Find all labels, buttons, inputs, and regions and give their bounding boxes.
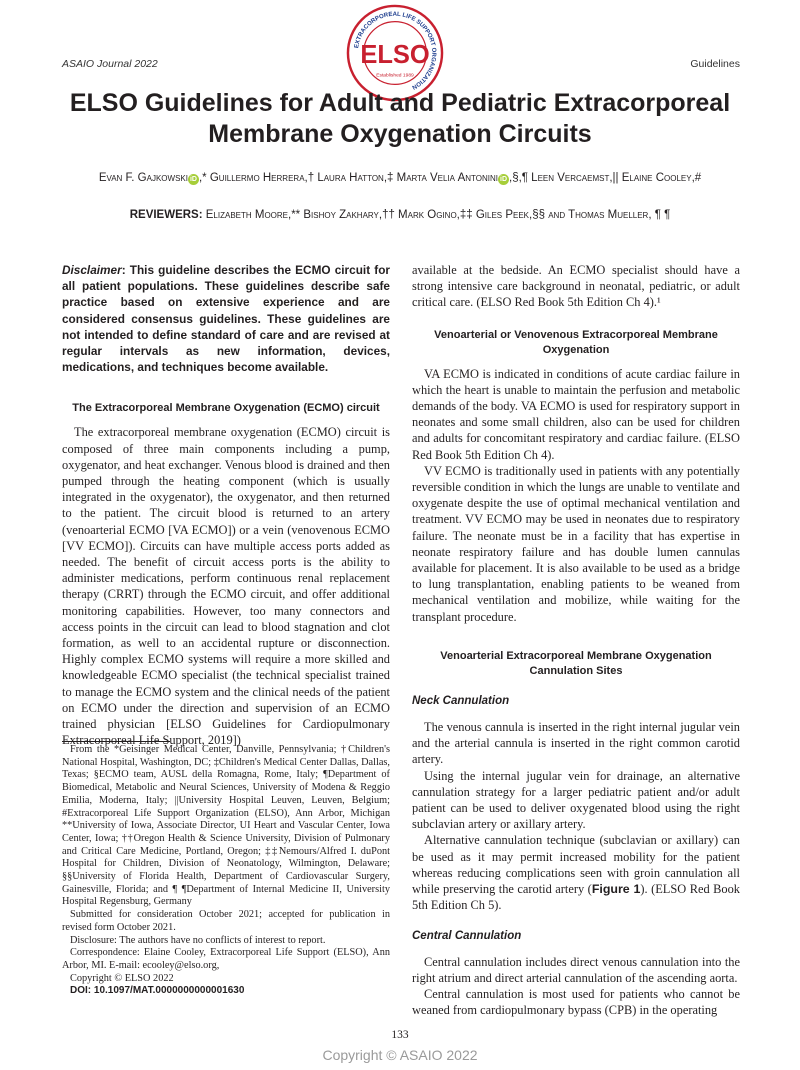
paragraph-neck-3-end: ). (ELSO Red Book 5th Edition Ch 5). xyxy=(412,882,740,913)
author-name: Guillermo Herrera xyxy=(209,172,305,184)
paragraph-va-ecmo: VA ECMO is indicated in conditions of acute cardiac failure in which the heart is unable to maintain the perfusion and metabolic demands of the body. VA ECMO is used for respiratory support in neonates and some small children, also can be used for children and adults for concomitant respiratory and cardiac failure. (ELSO Red Book 5th Edition Ch 4). xyxy=(412,366,740,462)
orcid-icon[interactable]: iD xyxy=(500,176,507,183)
reviewers-label: REVIEWERS: xyxy=(129,209,203,221)
logo-ring-text: EXTRACORPOREAL LIFE SUPPORT ORGANIZATION xyxy=(354,11,437,90)
orcid-icon[interactable]: iD xyxy=(189,176,197,183)
disclaimer xyxy=(62,262,390,375)
reviewer-names: Elizabeth Moore,** Bishoy Zakhary,†† Mark Ogino,‡‡ Giles Peek,§§ and Thomas Mueller, ¶ ¶ xyxy=(205,209,671,221)
author-affiliation-mark: ,* xyxy=(198,172,210,184)
author-name: Elaine Cooley xyxy=(621,172,692,184)
paragraph-central-2: Central cannulation is most used for patients who cannot be weaned from cardiopulmonary bypass (CPB) in the operating xyxy=(412,987,740,1018)
figure-1-link[interactable]: Figure 1 xyxy=(591,882,641,897)
paragraph-neck-3 xyxy=(412,832,740,913)
disclaimer-text: : This guideline describes the ECMO circuit for all patient populations. These guidelines describe safe practice based on extensive experience and are considered consensus guidelines. These guidelines are not intended to define standard of care and are revised at regular intervals as new information, devices, medications, and techniques become available. xyxy=(62,263,390,375)
disclaimer-lead: Disclaimer xyxy=(62,263,122,277)
paragraph-neck-3-start: Alternative cannulation technique (subclavian or axillary) can be used as it may permit increased mobility for the patient whereas reducing complications seen with groin cannulation all while preserving the carotid artery ( xyxy=(412,833,740,897)
section-heading-va-vv: Venoarterial or Venovenous Extracorporeal Membrane Oxygenation xyxy=(434,328,718,356)
section-heading-cannulation: Venoarterial Extracorporeal Membrane Oxygenation Cannulation Sites xyxy=(440,649,712,677)
reviewer-list xyxy=(40,207,760,223)
paragraph-central-1: Central cannulation includes direct venous cannulation into the right atrium and direct arterial cannulation of the ascending aorta. xyxy=(412,954,740,985)
author-affiliation-mark: ,|| xyxy=(609,172,622,184)
author-name: Marta Velia Antonini xyxy=(396,172,498,184)
subheading-neck: Neck Cannulation xyxy=(412,694,510,707)
paragraph-continued: available at the bedside. An ECMO specialist should have a strong intensive care background in neonatal, pediatric, or adult critical care. (ELSO Red Book 5th Edition Ch 4).¹ xyxy=(412,263,740,310)
footnote-divider xyxy=(62,741,170,742)
footnote-disclosure: Disclosure: The authors have no conflicts of interest to report. xyxy=(70,934,326,946)
footnote-affiliations: From the *Geisinger Medical Center, Danville, Pennsylvania; †Children's National Hospital, Washington, DC; ‡Children's Medical Center Dallas, Dallas, Texas; §ECMO team, AUSL della Romagna, Rome, Italy; ¶Department of Biomedical, Metabolic and Neural Sciences, University of Modena & Reggio Emilia, Moderna, Italy; ||University Hospital Leuven, Leuven, Belgium; #Extracorporeal Life Support Organization (ELSO), Ann Arbor, Michigan **University of Iowa, Associate Director, UI Heart and Vascular Center, Iowa Center, Iowa; ††Oregon Health & Science University, Division of Pulmonary and Critical Care Medicine, Portland, Oregon; ‡‡Nemours/Alfred I. duPont Hospital for Children, Division of Neonatology, Wilmington, Delaware; §§University of Florida Health, Department of Cardiovascular Surgery, Gainesville, Florida; and ¶ ¶Department of Internal Medicine II, University Hospital Regensburg, Germany xyxy=(62,744,390,908)
right-column xyxy=(412,262,740,1019)
journal-name: ASAIO Journal 2022 xyxy=(62,58,158,70)
paragraph-circuit: The extracorporeal membrane oxygenation (ECMO) circuit is composed of three main components including a pump, oxygenator, and heat exchanger. Venous blood is drained and then pumped through the heating component (which is usually integrated in the oxygenator), the oxygenator, and then returned to the patient. The circuit blood is returned to an artery (venoarterial ECMO [VA ECMO]) or a vein (venovenous ECMO [VV ECMO]). Circuits can have multiple access ports added as needed. The benefit of circuit access ports is the ability to administer medications, perform continuous renal replacement therapy (CRRT) through the ECMO circuit, and offer additional monitoring capabilities. However, too many connectors and access points in the circuit can lead to blood stagnation and clot formation, as well to an accidental rupture or disconnection. Highly complex ECMO systems will require a more skilled and knowledgeable ECMO specialist (the technical specialist trained to manage the ECMO system and the clinical needs of the patient on ECMO under the direction and supervision of an ECMO trained physician [ELSO Guidelines for Cardiopulmonary Extracorporeal Life Support, 2019]) xyxy=(62,425,390,748)
author-list xyxy=(40,170,760,186)
page-number: 133 xyxy=(391,1029,409,1041)
logo-established: Established 1989 xyxy=(376,73,414,79)
left-column xyxy=(62,262,390,748)
footnote-submitted: Submitted for consideration October 2021; accepted for publication in revised form October 2021. xyxy=(62,909,390,933)
footnote-correspondence: Correspondence: Elaine Cooley, Extracorporeal Life Support (ELSO), Ann Arbor, MI. E-mail: ecooley@elso.org, xyxy=(62,947,390,971)
paragraph-neck-2: Using the internal jugular vein for drainage, an alternative cannulation strategy for a larger pediatric patient and/or adult patient can be used to deliver oxygenated blood using the right subclavian artery or axillary artery. xyxy=(412,768,740,832)
author-affiliation-mark: ,‡ xyxy=(383,172,397,184)
author-affiliation-mark: ,† xyxy=(304,172,318,184)
doi-link[interactable]: DOI: 10.1097/MAT.0000000000001630 xyxy=(70,985,245,997)
paragraph-vv-ecmo: VV ECMO is traditionally used in patients with any potentially reversible condition in which the lungs are unable to ventilate and oxygenate despite the use of optimal mechanical ventilation and treatment. VV ECMO may be used in neonates due to respiratory failure. The neonate must be in a facility that has expertise in neonate respiratory failure and has double lumen cannulas available for placement. It is also available to be used as a bridge to lung transplantation, enabling patients to be weaned from mechanical ventilation and mobilize, while waiting for the transplant procedure. xyxy=(412,463,740,624)
logo-letters: ELSO xyxy=(360,40,430,69)
author-name: Leen Vercaemst xyxy=(531,172,610,184)
author-name: Laura Hatton xyxy=(317,172,384,184)
footnotes xyxy=(62,744,390,998)
section-label: Guidelines xyxy=(690,58,740,70)
subheading-central: Central Cannulation xyxy=(412,929,522,942)
paragraph-neck-1: The venous cannula is inserted in the right internal jugular vein and the arterial cannula is inserted in the right common carotid artery. xyxy=(412,720,740,767)
author-affiliation-mark: ,# xyxy=(691,172,702,184)
article-title: ELSO Guidelines for Adult and Pediatric Extracorporeal Membrane Oxygenation Circuits xyxy=(69,89,731,148)
footnote-copyright: Copyright © ELSO 2022 xyxy=(70,972,174,984)
copyright-watermark: Copyright © ASAIO 2022 xyxy=(322,1047,478,1063)
author-name: Evan F. Gajkowski xyxy=(98,172,188,184)
section-heading-circuit: The Extracorporeal Membrane Oxygenation (ECMO) circuit xyxy=(72,402,380,415)
author-affiliation-mark: ,§,¶ xyxy=(509,172,532,184)
